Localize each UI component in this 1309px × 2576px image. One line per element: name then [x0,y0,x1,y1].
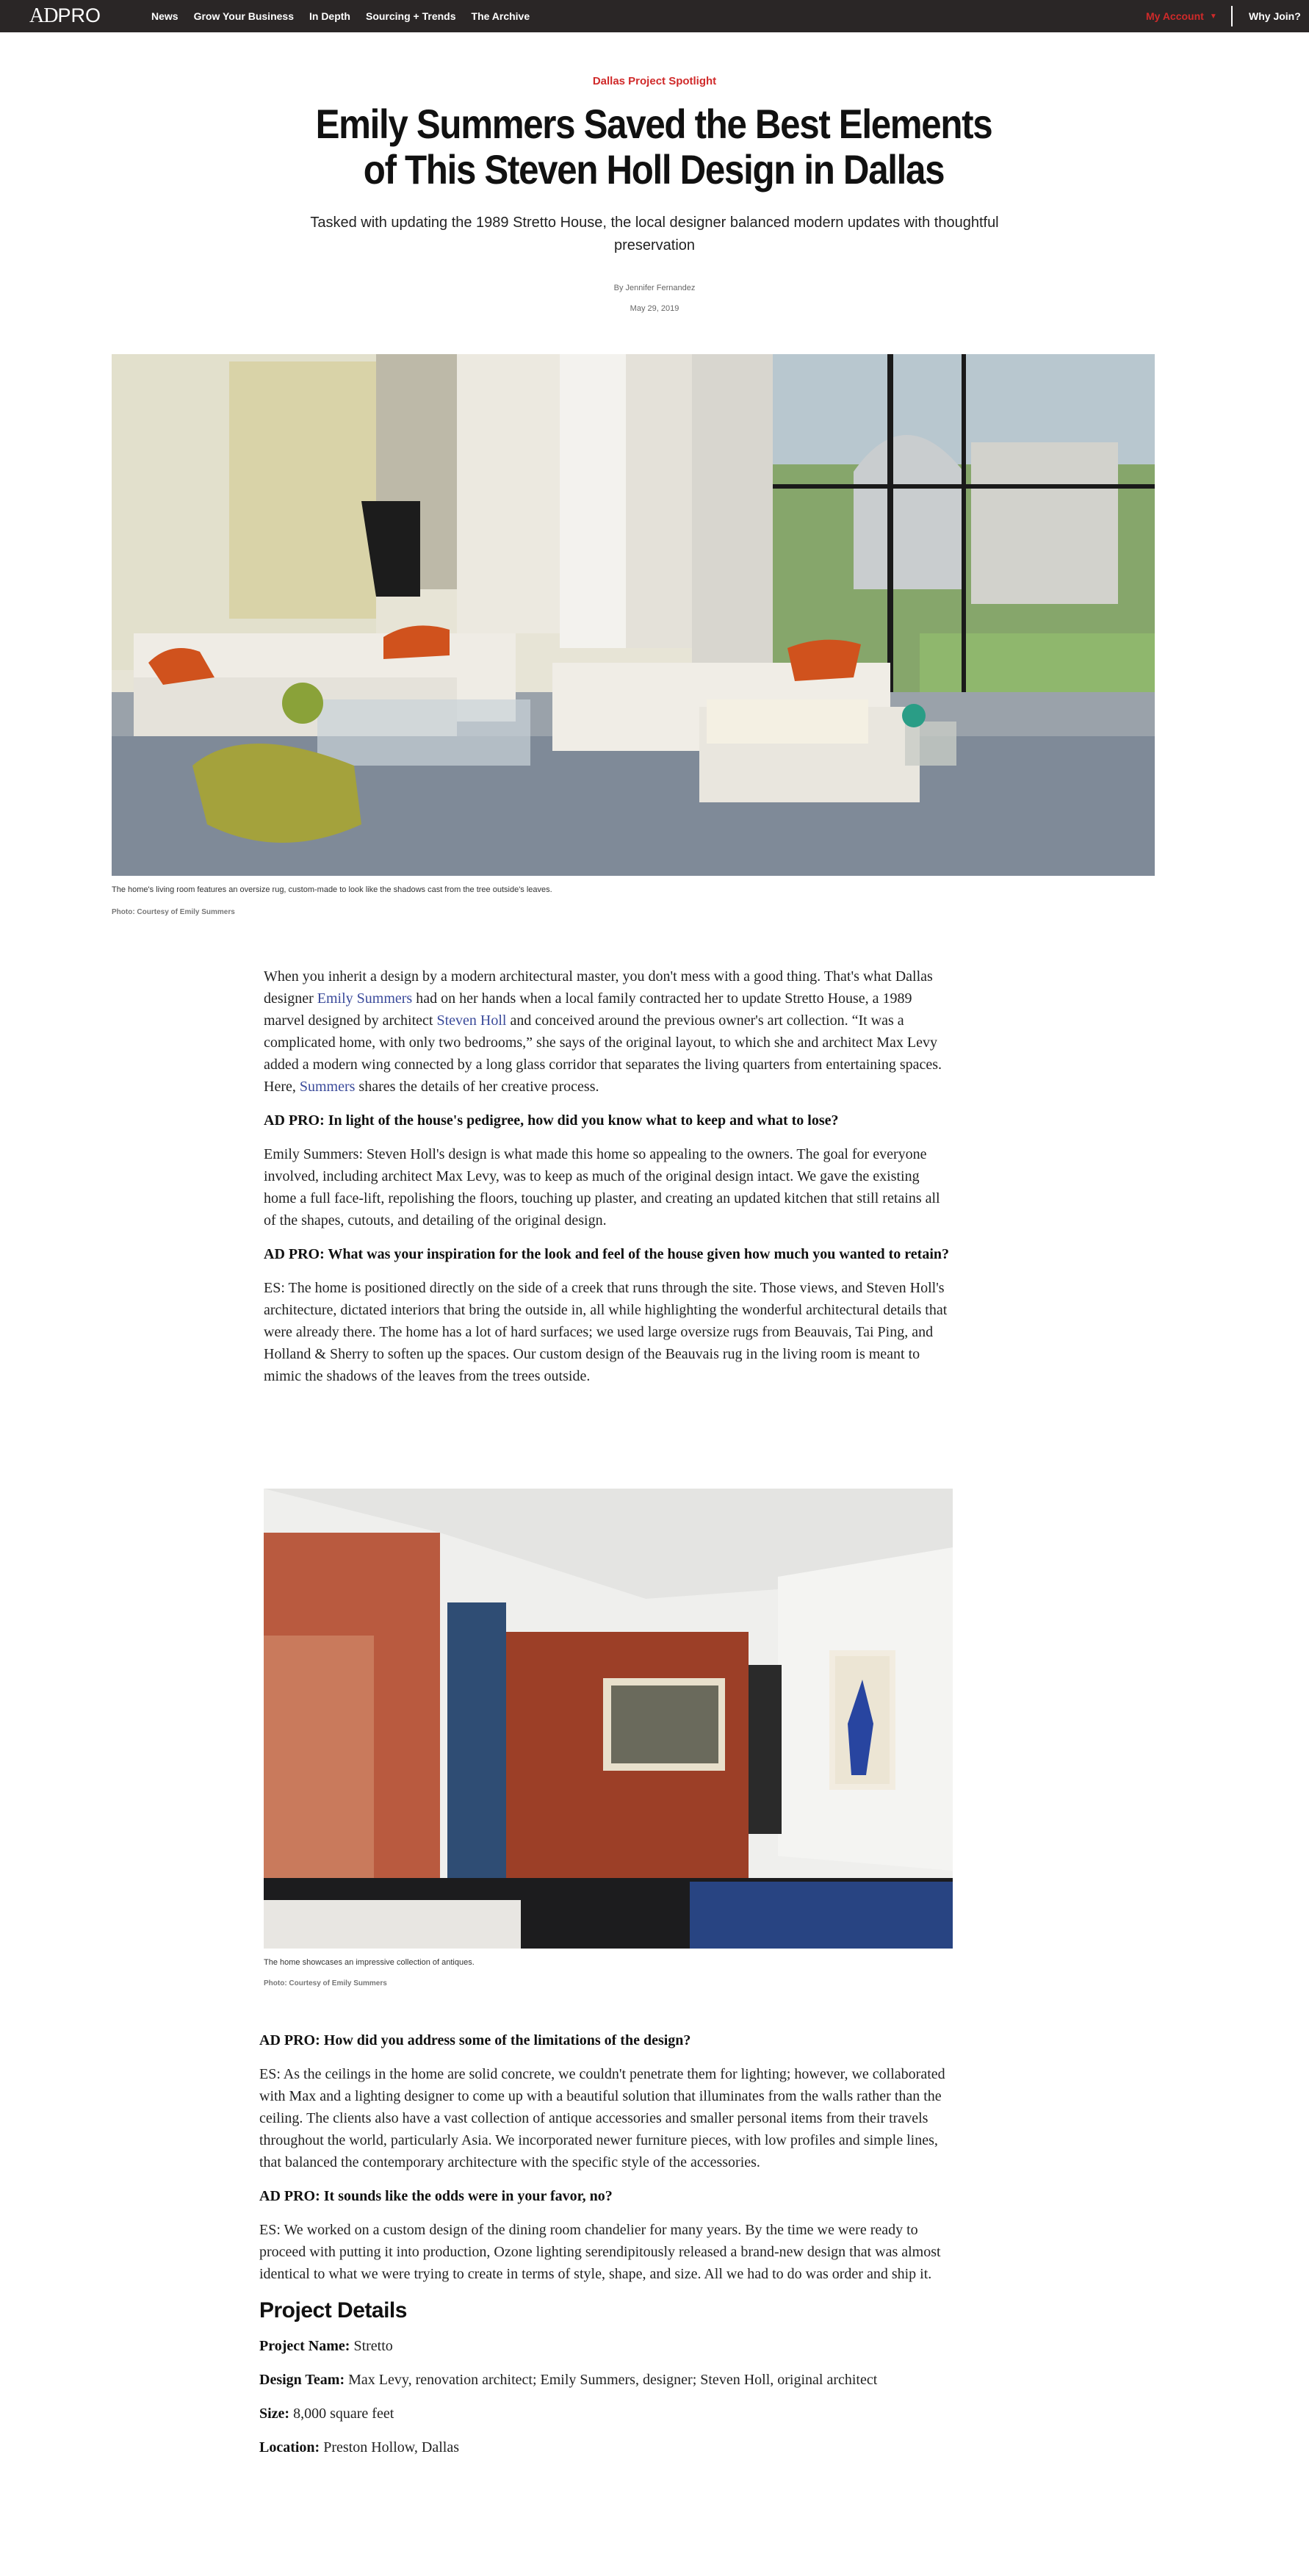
nav-in-depth[interactable]: In Depth [309,10,350,22]
main-nav [151,0,545,32]
link-summers[interactable]: Summers [299,1079,356,1095]
article-body-part-2 [259,2029,953,2470]
article-title: Emily Summers Saved the Best Elements of This Steven Holl Design in Dallas [315,101,992,193]
article-date: May 29, 2019 [630,304,679,313]
article-byline[interactable]: By Jennifer Fernandez [613,284,696,292]
article-rubric[interactable]: Dallas Project Spotlight [592,75,717,87]
detail-project-name: Project Name: Stretto [259,2338,393,2354]
project-details-heading: Project Details [259,2298,407,2323]
answer-1: Emily Summers: Steven Holl's design is what made this home so appealing to the owners. The goal for everyone involved, including architect Max Levy, was to keep as much of the original design intact. We gave the existing home a full face-lift, repolishing the floors, touching up plaster, and creating an updated kitchen that still retains all of the shapes, cutouts, and detailing of the original design. [264,1146,940,1228]
why-join-link[interactable]: Why Join? [1249,10,1301,22]
question-3: AD PRO: How did you address some of the limitations of the design? [259,2032,691,2048]
adpro-logo[interactable]: ADPRO [29,4,101,27]
link-emily-summers[interactable]: Emily Summers [317,990,413,1007]
nav-grow-your-business[interactable]: Grow Your Business [193,10,294,22]
figure-1-credit: Photo: Courtesy of Emily Summers [112,908,235,916]
article-body-part-1 [264,965,953,1399]
chevron-down-icon: ▼ [1209,12,1217,21]
question-2: AD PRO: What was your inspiration for the look and feel of the house given how much you wanted to retain? [264,1246,950,1262]
nav-news[interactable]: News [151,10,178,22]
article-dek: Tasked with updating the 1989 Stretto House, the local designer balanced modern updates with thoughtful preservation [310,215,999,253]
figure-2-credit: Photo: Courtesy of Emily Summers [264,1979,387,1987]
figure-2-caption: The home showcases an impressive collection of antiques. [264,1958,475,1967]
nav-sourcing-trends[interactable]: Sourcing + Trends [365,10,456,22]
figure-1-caption: The home's living room features an oversize rug, custom-made to look like the shadows cast from the tree outside's leaves. [112,885,552,894]
top-nav-bar [0,0,1309,32]
answer-2: ES: The home is positioned directly on the side of a creek that runs through the site. Those views, and Steven Holl's architecture, dictated interiors that bring the outside in, all while highlighting the wonderful architectural details that were already there. The home has a lot of hard surfaces; we used large oversize rugs from Beauvais, Tai Ping, and Holland & Sherry to soften up the spaces. Our custom design of the Beauvais rug in the living room is meant to mimic the shadows of the leaves from the trees outside. [264,1280,948,1384]
my-account-menu[interactable]: My Account ▼ [1146,10,1217,22]
paragraph-intro: When you inherit a design by a modern architectural master, you don't mess with a good thing. That's what Dallas designer Emily Summers had on her hands when a local family contracted her to update Stretto House, a 1989 marvel designed by architect Steven Holl and conceived around the previous owner's art collection. “It was a complicated home, with only two bedrooms,” she says of the original layout, to which she and architect Max Levy added a modern wing connected by a long glass corridor that separates the living quarters from entertaining spaces. Here, Summers shares the details of her creative process. [264,968,942,1095]
detail-size: Size: 8,000 square feet [259,2406,394,2422]
detail-design-team: Design Team: Max Levy, renovation architect; Emily Summers, designer; Steven Holl, original architect [259,2372,878,2388]
answer-3: ES: As the ceilings in the home are solid concrete, we couldn't penetrate them for lighting; however, we collaborated with Max and a lighting designer to come up with a beautiful solution that illuminates from the walls rather than the ceiling. The clients also have a vast collection of antique accessories and smaller personal items from their travels throughout the world, particularly Asia. We incorporated newer furniture pieces, with low profiles and simple lines, that balanced the contemporary architecture with the specific style of the accessories. [259,2066,945,2170]
answer-4: ES: We worked on a custom design of the dining room chandelier for many years. By the time we were ready to proceed with putting it into production, Ozone lighting serendipitously released a brand-new design that was almost identical to what we were trying to create in terms of style, shape, and size. All we had to do was order and ship it. [259,2222,941,2282]
nav-divider [1231,6,1233,26]
antiques-room-photo [264,1489,953,1949]
link-steven-holl[interactable]: Steven Holl [436,1012,507,1029]
nav-the-archive[interactable]: The Archive [471,10,530,22]
question-1: AD PRO: In light of the house's pedigree, how did you know what to keep and what to lose? [264,1112,839,1129]
living-room-photo [112,354,1155,876]
question-4: AD PRO: It sounds like the odds were in your favor, no? [259,2188,613,2204]
detail-location: Location: Preston Hollow, Dallas [259,2439,460,2456]
